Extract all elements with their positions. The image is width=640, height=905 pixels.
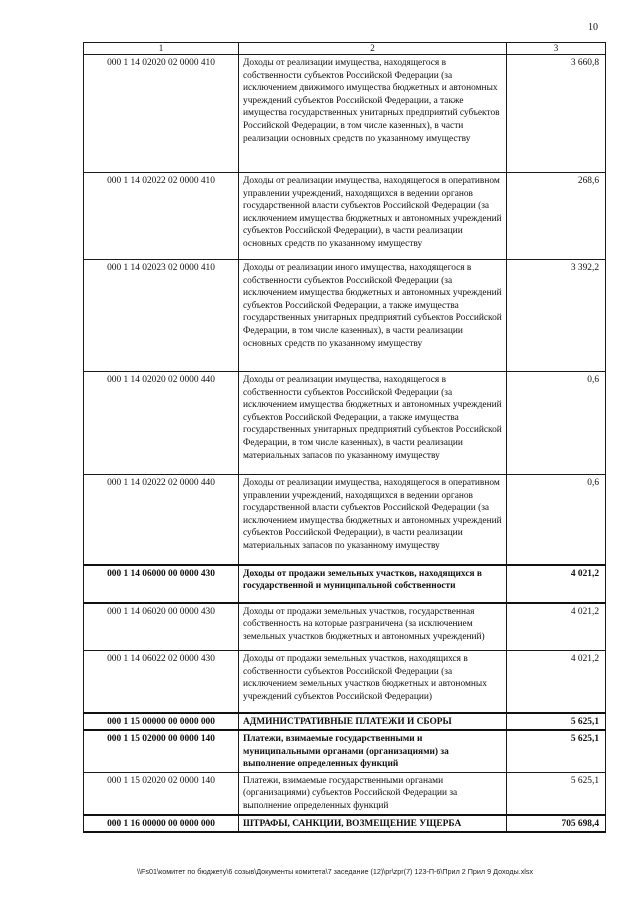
amount-cell: 268,6 — [507, 173, 606, 260]
amount-cell: 5 625,1 — [507, 730, 606, 772]
code-cell: 000 1 14 02022 02 0000 440 — [84, 475, 239, 565]
description-cell: Доходы от реализации иного имущества, находящегося в собственности субъектов Российской Федерации (за исключением имущества бюджетных и автономных учреждений субъектов Российской Федерации, а также имущества государственных унитарных предприятий субъектов Российской Федерации, в том числе казенных), в части реализации основных средств по указанному имуществу — [239, 260, 507, 372]
code-cell: 000 1 15 02020 02 0000 140 — [84, 772, 239, 814]
header-cell-code: 1 — [84, 43, 239, 55]
table-row — [84, 651, 606, 713]
table-row — [84, 372, 606, 475]
code-cell: 000 1 16 00000 00 0000 000 — [84, 815, 239, 833]
description-cell: ШТРАФЫ, САНКЦИИ, ВОЗМЕЩЕНИЕ УЩЕРБА — [239, 815, 507, 833]
description-cell: Платежи, взимаемые государственными и муниципальными органами (организациями) за выполнение определенных функций — [239, 730, 507, 772]
description-cell: Доходы от реализации имущества, находящегося в оперативном управлении учреждений, находящихся в ведении органов государственной власти субъектов Российской Федерации (за исключением имущества бюджетных и автономных учреждений субъектов Российской Федерации), в части реализации основных средств по указанному имуществу — [239, 173, 507, 260]
code-cell: 000 1 15 00000 00 0000 000 — [84, 713, 239, 731]
code-cell: 000 1 15 02000 00 0000 140 — [84, 730, 239, 772]
description-cell: Доходы от продажи земельных участков, находящихся в собственности субъектов Российской Федерации (за исключением земельных участков бюджетных и автономных учреждений субъектов Российской Федерации) — [239, 651, 507, 713]
table-row — [84, 475, 606, 565]
code-cell: 000 1 14 06022 02 0000 430 — [84, 651, 239, 713]
amount-cell: 5 625,1 — [507, 772, 606, 814]
table-header-row — [84, 43, 606, 55]
code-cell: 000 1 14 02023 02 0000 410 — [84, 260, 239, 372]
code-cell: 000 1 14 02020 02 0000 440 — [84, 372, 239, 475]
code-cell: 000 1 14 06000 00 0000 430 — [84, 565, 239, 603]
description-cell: Доходы от продажи земельных участков, государственная собственность на которые разграничена (за исключением земельных участков бюджетных и автономных учреждений) — [239, 603, 507, 651]
table-row-section — [84, 565, 606, 603]
amount-cell: 5 625,1 — [507, 713, 606, 731]
table-row-section — [84, 815, 606, 833]
table-row — [84, 772, 606, 814]
revenue-table — [83, 42, 606, 833]
table-row — [84, 603, 606, 651]
amount-cell: 4 021,2 — [507, 603, 606, 651]
amount-cell: 3 392,2 — [507, 260, 606, 372]
header-cell-description: 2 — [239, 43, 507, 55]
header-cell-amount: 3 — [507, 43, 606, 55]
table-row-section — [84, 713, 606, 731]
description-cell: Доходы от реализации имущества, находящегося в оперативном управлении учреждений, находящихся в ведении органов государственной власти субъектов Российской Федерации (за исключением имущества бюджетных и автономных учреждений субъектов Российской Федерации), в части реализации материальных запасов по указанному имуществу — [239, 475, 507, 565]
description-cell: АДМИНИСТРАТИВНЫЕ ПЛАТЕЖИ И СБОРЫ — [239, 713, 507, 731]
description-cell: Доходы от реализации имущества, находящегося в собственности субъектов Российской Федерации (за исключением имущества бюджетных и автономных учреждений субъектов Российской Федерации, а также имущества государственных унитарных предприятий субъектов Российской Федерации, в том числе казенных), в части реализации материальных запасов по указанному имуществу — [239, 372, 507, 475]
description-cell: Платежи, взимаемые государственными органами (организациями) субъектов Российской Федерации за выполнение определенных функций — [239, 772, 507, 814]
amount-cell: 705 698,4 — [507, 815, 606, 833]
file-path-footer: \\Fs01\комитет по бюджету\6 созыв\Документы комитета\7 заседание (12)\pr\zpr(7) 123-П-6\Прил 2 Прил 9 Доходы.xlsx — [137, 867, 534, 876]
description-cell: Доходы от продажи земельных участков, находящихся в государственной и муниципальной собственности — [239, 565, 507, 603]
table-row — [84, 260, 606, 372]
amount-cell: 3 660,8 — [507, 55, 606, 173]
amount-cell: 0,6 — [507, 475, 606, 565]
page-number: 10 — [588, 22, 598, 33]
code-cell: 000 1 14 02022 02 0000 410 — [84, 173, 239, 260]
amount-cell: 4 021,2 — [507, 651, 606, 713]
amount-cell: 0,6 — [507, 372, 606, 475]
description-cell: Доходы от реализации имущества, находящегося в собственности субъектов Российской Федерации (за исключением движимого имущества бюджетных и автономных учреждений субъектов Российской Федерации, а также имущества государственных унитарных предприятий субъектов Российской Федерации, в том числе казенных), в части реализации основных средств по указанному имуществу — [239, 55, 507, 173]
table-row-subsection — [84, 730, 606, 772]
table-row — [84, 173, 606, 260]
code-cell: 000 1 14 06020 00 0000 430 — [84, 603, 239, 651]
table-row — [84, 55, 606, 173]
code-cell: 000 1 14 02020 02 0000 410 — [84, 55, 239, 173]
amount-cell: 4 021,2 — [507, 565, 606, 603]
